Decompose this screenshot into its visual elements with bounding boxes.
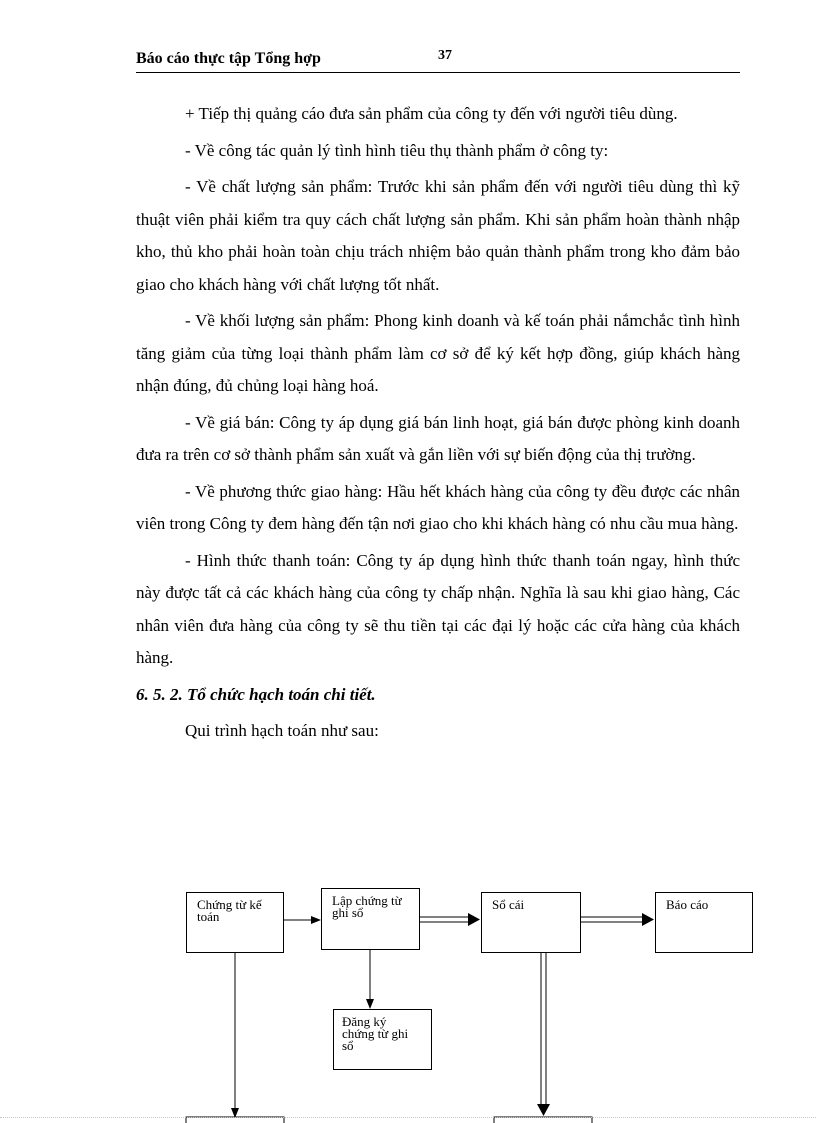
arrowhead-socai [468,913,480,926]
box-bao-cao [655,892,753,953]
box-dang-ky-label: Đăng ký chứng từ ghi sổ [342,1014,409,1053]
paragraph: - Về chất lượng sản phẩm: Trước khi sản phẩm đến với người tiêu dùng thì kỹ thuật viên phải kiểm tra quy cách chất lượng sản phẩm. Khi sản phẩm hoàn thành nhập kho, thủ kho phải hoàn toàn chịu trách nhiệm bảo quản thành phẩm trong kho đảm bảo giao cho khách hàng với chất lượng tốt nhất. [136,177,740,294]
paragraph: - Về giá bán: Công ty áp dụng giá bán linh hoạt, giá bán được phòng kinh doanh đưa ra trên cơ sở thành phẩm sản xuất và gắn liền với sự biến động của thị trường. [136,412,740,464]
box-dang-ky-chung-tu [333,1009,432,1070]
box-so-cai [481,892,581,953]
paragraph: + Tiếp thị quảng cáo đưa sản phẩm của công ty đến với người tiêu dùng. [185,104,678,123]
box-lap-chung-tu-ghi-so [321,888,420,950]
page-number: 37 [438,48,452,63]
arrowhead-baocao [642,913,654,926]
page-header [136,48,740,73]
box-so-cai-label: Sổ cái [492,897,525,912]
paragraph: - Về công tác quản lý tình hình tiêu thụ thành phẩm ở công ty: [185,140,609,160]
box-chung-tu-ke-toan [186,892,284,953]
page-edge [0,1117,816,1119]
section-heading: 6. 5. 2. Tổ chức hạch toán chi tiết. [136,684,376,704]
paragraph: - Hình thức thanh toán: Công ty áp dụng hình thức thanh toán ngay, hình thức này được tất cả các khách hàng của công ty chấp nhận. Nghĩa là sau khi giao hàng, Các nhân viên đưa hàng của công ty sẽ thu tiền tại các đại lý hoặc các cửa hàng của khách hàng. [136,550,740,667]
box-lap-chung-tu-label: Lập chứng từ ghi sổ [332,893,402,920]
intro-line: Qui trình hạch toán như sau: [185,721,379,740]
paragraph: - Về khối lượng sản phẩm: Phong kinh doanh và kế toán phải nắmchắc tình hình tăng giảm của từng loại thành phẩm làm cơ sở để ký kết hợp đồng, giúp khách hàng nhận đúng, đủ chủng loại hàng hoá. [136,311,740,395]
paragraph: - Về phương thức giao hàng: Hầu hết khách hàng của công ty đều được các nhân viên trong Công ty đem hàng đến tận nơi giao cho khi khách hàng có nhu cầu mua hàng. [136,481,740,533]
box-bao-cao-label: Báo cáo [666,897,709,912]
report-title: Báo cáo thực tập Tổng hợp [136,50,321,67]
document-body [136,98,740,752]
box-chung-tu-label: Chứng từ kế toán [197,897,262,924]
arrowhead-socai-down [537,1104,550,1116]
